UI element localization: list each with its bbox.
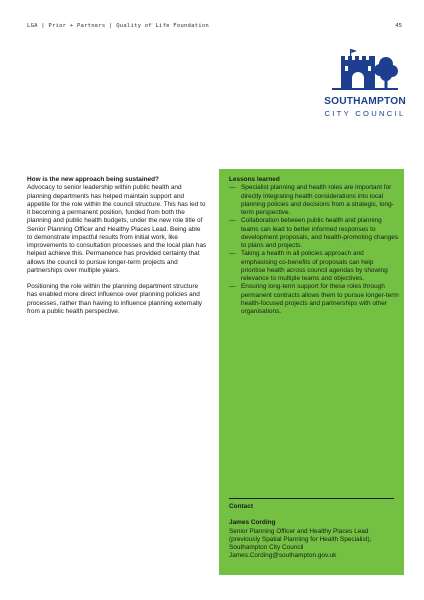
contact-divider (229, 498, 394, 499)
dash-bullet-icon: — (229, 283, 236, 291)
lesson-text: Specialist planning and health roles are important for directly integrating health considerations into local planning policies and decisions from a strategic, long-term perspective. (241, 184, 394, 216)
section-heading: How is the new approach being sustained? (27, 176, 159, 183)
lessons-heading: Lessons learned (229, 176, 280, 183)
contact-role: Senior Planning Officer and Healthy Places Lead (previously Spatial Planning for Health Specialist), Southampton City Council (229, 527, 372, 551)
council-logo (322, 48, 408, 124)
logo-wordmark-line2: CITY COUNCIL (324, 109, 406, 118)
contact-name: James Cording (229, 519, 276, 527)
lesson-text: Taking a health in all policies approach and emphasising co-benefits of proposals can help prioritise health across council agendas by showing relevance to multiple teams and objectives. (241, 250, 388, 282)
lesson-item (229, 283, 399, 316)
running-header: LGA | Prior + Partners | Quality of Life Foundation (27, 23, 209, 29)
body-paragraph: Advocacy to senior leadership within public health and planning departments has helped maintain support and appetite for the role within the council structure. This has led to it becoming a permanent position, funded from both the planning and public health budgets, under the new role title of Senior Planning Officer and Healthy Places Lead. Being able to demonstrate impactful results from initial work, like improvements to consultation processes and the local plan has helped achieve this. Permanence has provided certainty that allows the council to pursue longer-term projects and partnerships over multiple years. (27, 184, 207, 274)
body-paragraph: Positioning the role within the planning department structure has enabled more direct influence over planning policies and processes, rather than having to influence planning externally from a public health perspective. (27, 283, 202, 315)
contact-heading: Contact (229, 503, 253, 510)
contact-email[interactable]: James.Cording@southampton.gov.uk (229, 552, 337, 560)
contact-block (229, 503, 399, 561)
dash-bullet-icon: — (229, 184, 236, 192)
dash-bullet-icon: — (229, 217, 236, 225)
castle-tree-emblem-icon (328, 48, 400, 90)
lesson-item (229, 184, 399, 217)
lesson-item (229, 250, 399, 283)
lesson-text: Ensuring long-term support for these roles through permanent contracts allows them to pursue longer-term health-focused projects and partnerships with other organisations. (241, 283, 399, 315)
logo-wordmark-line1: SOUTHAMPTON (324, 96, 406, 107)
lessons-learned (229, 176, 399, 316)
lessons-list (229, 184, 399, 316)
lesson-item (229, 217, 399, 250)
main-column (27, 176, 207, 324)
dash-bullet-icon: — (229, 250, 236, 258)
page-number: 45 (395, 23, 402, 29)
lesson-text: Collaboration between public health and planning teams can lead to better informed responses to development proposals, and health-promoting changes to plans and projects. (241, 217, 399, 249)
